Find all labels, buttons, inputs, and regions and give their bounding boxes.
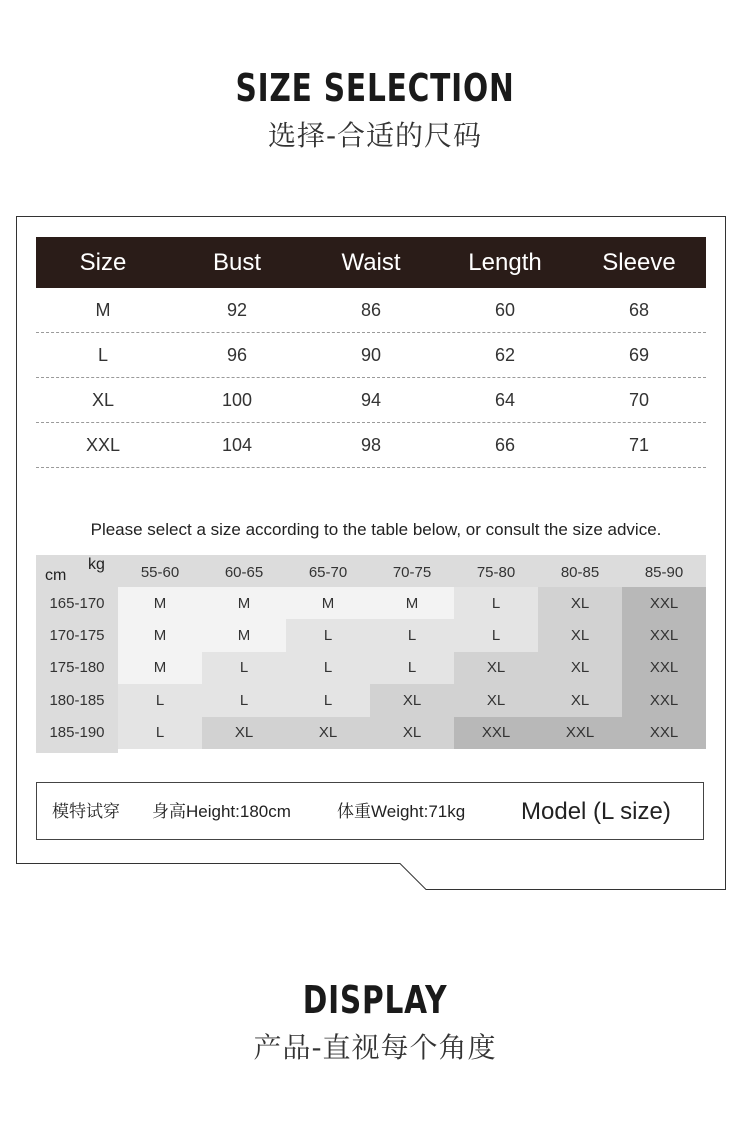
header-sleeve: Sleeve	[602, 248, 676, 276]
size-cell: XL	[286, 717, 370, 749]
size-cell: L	[370, 619, 454, 651]
weight-range-header: 55-60	[140, 563, 180, 581]
header-bust: Bust	[212, 248, 262, 276]
size-cell: XXL	[622, 587, 706, 619]
size-cell: L	[202, 684, 286, 716]
size-cell: XL	[454, 684, 538, 716]
table-cell: XL	[91, 389, 115, 410]
table-cell: 66	[494, 434, 516, 455]
size-cell: XL	[538, 619, 622, 651]
size-cell: L	[454, 587, 538, 619]
weight-range-header: 65-70	[308, 563, 348, 581]
weight-range-header: 85-90	[644, 563, 684, 581]
size-cell: L	[370, 652, 454, 684]
size-selection-title: SIZE SELECTION	[235, 66, 515, 110]
height-range-label: 185-190	[49, 724, 105, 742]
table-cell: 69	[628, 344, 650, 365]
size-cell: M	[202, 619, 286, 651]
size-cell: XL	[370, 684, 454, 716]
model-size: Model (L size)	[521, 798, 671, 825]
size-cell: M	[118, 587, 202, 619]
table-cell: XXL	[85, 434, 121, 455]
weight-range-header: 75-80	[476, 563, 516, 581]
table-row	[36, 423, 706, 468]
height-range-label: 180-185	[49, 691, 105, 709]
table-cell: 68	[628, 299, 650, 320]
height-range-label: 165-170	[49, 594, 105, 612]
table-cell: 71	[628, 434, 650, 455]
table-cell: 60	[494, 299, 516, 320]
table-cell: 98	[360, 434, 382, 455]
measurement-table	[36, 237, 706, 468]
table-cell: 70	[628, 389, 650, 410]
table-row	[36, 378, 706, 423]
size-cell: XXL	[622, 619, 706, 651]
size-cell: XL	[202, 717, 286, 749]
size-cell: M	[202, 587, 286, 619]
size-cell: XXL	[622, 684, 706, 716]
weight-range-header: 80-85	[560, 563, 600, 581]
size-cell: XL	[454, 652, 538, 684]
model-info-box	[36, 782, 704, 840]
size-advice-note: Please select a size according to the table below, or consult the size advice.	[90, 520, 662, 539]
model-height: 身高Height:180cm	[152, 802, 291, 821]
size-cell: XL	[370, 717, 454, 749]
table-cell: 94	[360, 389, 382, 410]
table-cell: 64	[494, 389, 516, 410]
header-length: Length	[468, 248, 542, 276]
weight-range-header: 60-65	[224, 563, 264, 581]
size-cell: M	[118, 619, 202, 651]
size-cell: L	[286, 619, 370, 651]
size-cell: XXL	[622, 717, 706, 749]
height-range-label: 170-175	[49, 627, 105, 645]
weight-range-header: 70-75	[392, 563, 432, 581]
table-cell: 90	[360, 344, 382, 365]
model-weight: 体重Weight:71kg	[337, 802, 466, 821]
size-cell: XXL	[538, 717, 622, 749]
table-cell: 96	[226, 344, 248, 365]
size-cell: M	[118, 652, 202, 684]
size-cell: XXL	[622, 652, 706, 684]
measurement-header-row	[36, 237, 706, 288]
size-cell: L	[454, 619, 538, 651]
table-cell: 92	[226, 299, 248, 320]
size-cell: M	[370, 587, 454, 619]
table-row	[36, 288, 706, 333]
table-cell: M	[95, 299, 111, 320]
table-cell: L	[97, 344, 108, 365]
size-cell: XL	[538, 652, 622, 684]
display-subtitle: 产品-直视每个角度	[253, 1031, 497, 1064]
size-cell: L	[118, 684, 202, 716]
size-cell: L	[286, 652, 370, 684]
size-selection-subtitle: 选择-合适的尺码	[267, 119, 483, 152]
corner-height-unit: cm	[45, 567, 67, 584]
table-row	[36, 333, 706, 378]
size-cell: L	[202, 652, 286, 684]
header-size: Size	[79, 248, 127, 276]
corner-weight-unit: kg	[88, 556, 105, 573]
header-waist: Waist	[341, 248, 401, 276]
size-cell: XL	[538, 684, 622, 716]
size-recommendation-grid	[36, 555, 706, 753]
size-cell: XL	[538, 587, 622, 619]
table-cell: 100	[221, 389, 253, 410]
table-cell: 62	[494, 344, 516, 365]
display-title: DISPLAY	[302, 978, 448, 1022]
table-cell: 86	[360, 299, 382, 320]
model-label: 模特试穿	[52, 802, 120, 821]
size-cell: L	[118, 717, 202, 749]
size-cell: L	[286, 684, 370, 716]
height-range-label: 175-180	[49, 659, 105, 677]
table-cell: 104	[221, 434, 253, 455]
size-cell: XXL	[454, 717, 538, 749]
size-cell: M	[286, 587, 370, 619]
